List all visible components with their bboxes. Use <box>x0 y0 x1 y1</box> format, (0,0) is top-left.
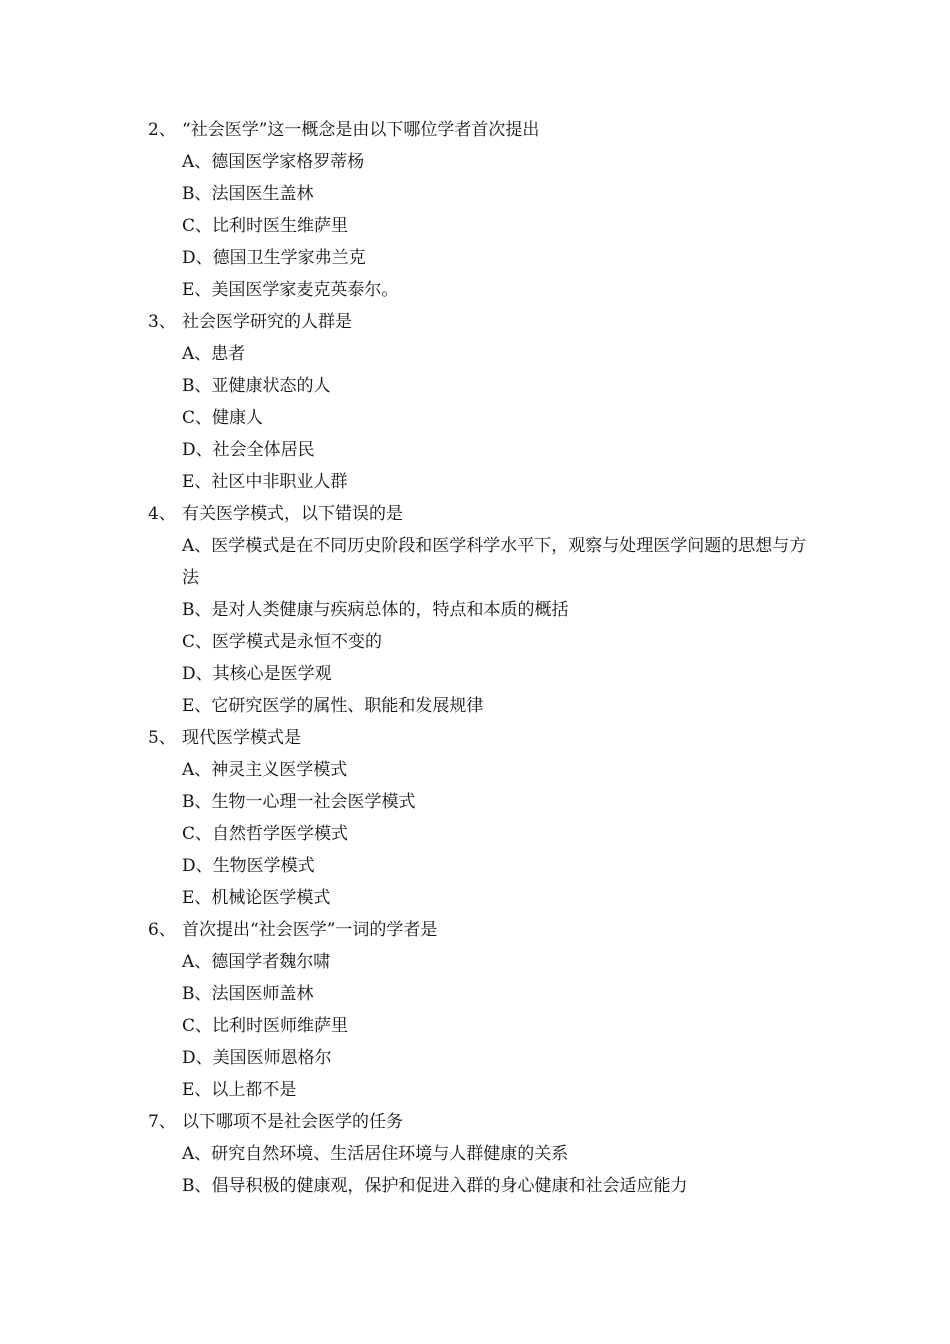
option-b: B、是对人类健康与疾病总体的，特点和本质的概括 <box>182 600 569 620</box>
question-7 <box>0 1106 950 1202</box>
option-c: C、健康人 <box>182 408 264 428</box>
option-a: A、神灵主义医学模式 <box>182 760 348 780</box>
question-stem <box>0 306 950 338</box>
option-b: B、法国医生盖林 <box>182 184 314 204</box>
option-e: E、社区中非职业人群 <box>182 472 348 492</box>
question-number: 5、 <box>148 728 176 748</box>
option-a: A、德国医学家格罗蒂杨 <box>182 152 365 172</box>
option-b: B、生物一心理一社会医学模式 <box>182 792 416 812</box>
option-a: A、德国学者魏尔啸 <box>182 952 331 972</box>
option-b: B、法国医师盖林 <box>182 984 314 1004</box>
option-c: C、比利时医师维萨里 <box>182 1016 349 1036</box>
question-number: 7、 <box>148 1112 176 1132</box>
question-number: 2、 <box>148 120 176 140</box>
option-d: D、生物医学模式 <box>182 856 315 876</box>
question-text: “社会医学”这一概念是由以下哪位学者首次提出 <box>182 120 540 140</box>
question-number: 6、 <box>148 920 176 940</box>
question-3 <box>0 306 950 498</box>
question-text: 有关医学模式，以下错误的是 <box>182 504 403 524</box>
option-c: C、医学模式是永恒不变的 <box>182 632 383 652</box>
document-body <box>0 114 950 1202</box>
question-stem <box>0 722 950 754</box>
question-5 <box>0 722 950 914</box>
question-text: 以下哪项不是社会医学的任务 <box>182 1112 403 1132</box>
option-a: A、研究自然环境、生活居住环境与人群健康的关系 <box>182 1144 569 1164</box>
option-e: E、以上都不是 <box>182 1080 297 1100</box>
question-number: 3、 <box>148 312 176 332</box>
question-stem <box>0 1106 950 1138</box>
question-number: 4、 <box>148 504 176 524</box>
question-stem <box>0 114 950 146</box>
option-e: E、美国医学家麦克英泰尔。 <box>182 280 399 300</box>
option-a: A、患者 <box>182 344 246 364</box>
option-e: E、它研究医学的属性、职能和发展规律 <box>182 696 484 716</box>
option-b: B、倡导积极的健康观，保护和促进入群的身心健康和社会适应能力 <box>182 1176 688 1196</box>
option-d: D、德国卫生学家弗兰克 <box>182 248 366 268</box>
option-c: C、比利时医生维萨里 <box>182 216 349 236</box>
option-c: C、自然哲学医学模式 <box>182 824 349 844</box>
question-4 <box>0 498 950 722</box>
option-b: B、亚健康状态的人 <box>182 376 331 396</box>
question-text: 现代医学模式是 <box>182 728 301 748</box>
option-d: D、其核心是医学观 <box>182 664 332 684</box>
option-a: A、医学模式是在不同历史阶段和医学科学水平下，观察与处理医学问题的思想与方法 <box>182 536 807 588</box>
option-d: D、美国医师恩格尔 <box>182 1048 332 1068</box>
question-6 <box>0 914 950 1106</box>
question-stem <box>0 498 950 530</box>
option-e: E、机械论医学模式 <box>182 888 331 908</box>
question-text: 首次提出“社会医学”一词的学者是 <box>182 920 438 940</box>
question-2 <box>0 114 950 306</box>
option-d: D、社会全体居民 <box>182 440 315 460</box>
question-stem <box>0 914 950 946</box>
question-text: 社会医学研究的人群是 <box>182 312 352 332</box>
